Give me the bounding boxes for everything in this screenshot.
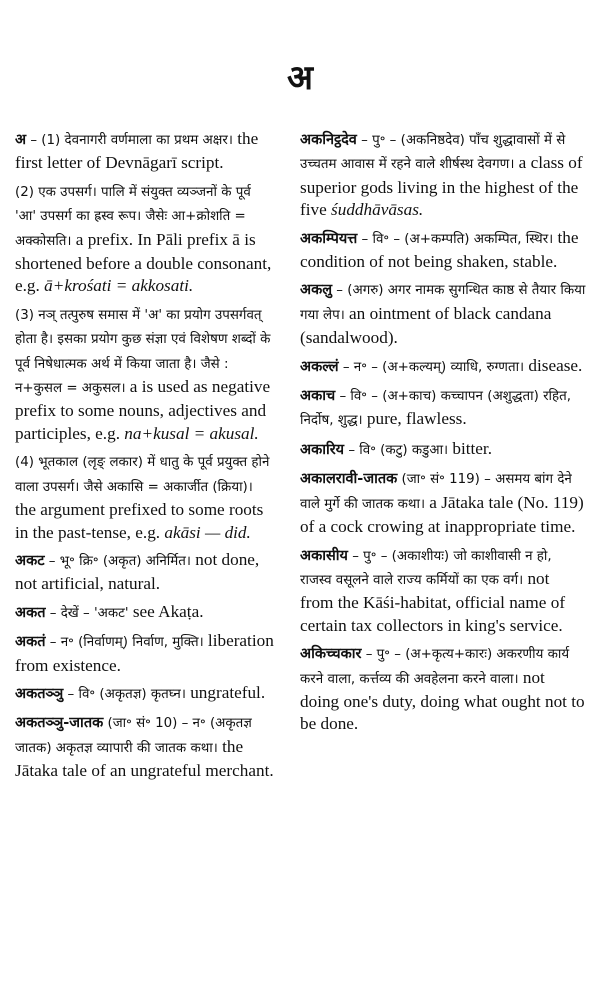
english-definition: disease. [528,355,583,375]
hindi-definition: – (1) देवनागरी वर्णमाला का प्रथम अक्षर। [26,133,238,148]
english-definition: a Jātaka tale (No. 119) of a cock crowing at inappropriate time. [300,492,584,537]
headword: अ [15,132,27,148]
headword: अकतं [15,634,46,651]
headword: अकतञ्ञु-जातक [15,715,104,732]
left-column [15,128,275,788]
english-definition: liberation from existence. [15,631,274,675]
english-definition: the condition of not being shaken, stable. [300,227,579,272]
hindi-definition: (जा॰ सं॰ 10) – न॰ (अकृतज्ञ जातक) अकृतज्ञ व्यापारी की जातक कथा। [15,716,252,756]
headword: अकासीय [300,547,348,564]
headword: अकतञ्ञु [15,685,64,702]
dictionary-entry [300,544,587,638]
page-heading: अ [287,58,313,98]
dictionary-subentry [15,180,275,298]
dictionary-entry [15,711,275,782]
english-definition: see Akaṭa. [132,601,204,621]
hindi-definition: – देखें – 'अकट' [45,605,133,621]
headword: अकाच [300,388,336,405]
example: akāsi — did. [164,522,251,542]
hindi-definition: – (अगरु) अगर नामक सुगन्धित काष्ठ से तैयार किया गया लेप। [300,283,586,323]
english-definition: the Jātaka tale of an ungrateful merchant. [15,736,274,781]
headword: अकट [15,552,45,569]
right-column [300,128,587,741]
english-definition: a is used as negative prefix to some nouns, adjectives and participles, e.g. [15,377,271,443]
dictionary-entry [300,128,587,222]
dictionary-entry [300,227,587,274]
headword: अकनिट्ठदेव [300,132,357,148]
headword: अकल्लं [300,358,339,375]
headword: अकालरावी-जातक [300,471,398,488]
hindi-definition: – भू॰ क्रि॰ (अकृत) अनिर्मित। [44,553,196,569]
dictionary-entry [15,128,275,175]
hindi-definition: – पु॰ – (अ+कृत्य+कारः) अकरणीय कार्य करने वाला, कर्त्तव्य की अवहेलना करने वाला। [300,647,570,687]
dictionary-entry [300,642,587,736]
english-definition: not from the Kāśi-habitat, official name of certain tax collectors in king's service. [300,568,566,635]
hindi-definition: – पु॰ – (अकनिष्ठदेव) पाँच शुद्धावासों में से उच्चतम आवास में रहने वाले शीर्षस्थ देवगण। [300,133,566,173]
dictionary-entry [300,278,587,349]
headword: अकम्पियत्त [300,230,358,247]
dictionary-entry [15,682,275,706]
hindi-definition: – वि॰ (अकृतज्ञ) कृतघ्न। [63,686,191,702]
dictionary-entry [300,355,587,379]
hindi-definition: (2) एक उपसर्ग। पालि में संयुक्त व्यञ्जनों के पूर्व 'आ' उपसर्ग का ह्रस्व रूप। जैसेः आ+क्रोशति = अक्कोसति। [15,184,251,249]
headword: अकलु [300,282,333,299]
english-definition: a class of superior gods living in the highest of the five [300,153,583,220]
english-definition: pure, flawless. [366,409,467,429]
dictionary-entry [300,467,587,538]
english-definition: ungrateful. [190,682,266,702]
dictionary-entry [300,438,587,462]
dictionary-entry [15,601,275,625]
headword: अकिच्चकार [300,646,362,663]
hindi-definition: (जा॰ सं॰ 119) – असमय बांग देने वाले मुर्गे की जातक कथा। [300,472,572,512]
dictionary-entry [300,384,587,433]
hindi-definition: – न॰ – (अ+कल्यम्) व्याधि, रुग्णता। [338,359,529,375]
english-definition: the first letter of Devnāgarī script. [15,129,259,173]
example: ā+krośati = akkosati. [44,276,194,296]
dictionary-entry [15,549,275,596]
hindi-definition: – वि॰ – (अ+काच) कच्चापन (अशुद्धता) रहित, निर्दोष, शुद्ध। [300,389,572,429]
headword: अकत [15,604,46,621]
english-definition: bitter. [452,438,492,458]
english-definition: not doing one's duty, doing what ought not to be done. [300,667,585,734]
headword: अकारिय [300,441,345,458]
english-definition: the argument prefixed to some roots in the past-tense, e.g. [15,500,264,542]
english-definition: an ointment of black candana (sandalwood). [300,303,552,348]
hindi-definition: – न॰ (निर्वाणम्) निर्वाण, मुक्ति। [45,635,208,651]
dictionary-subentry [15,450,275,544]
example: na+kusal = akusal. [124,423,259,443]
hindi-definition: (4) भूतकाल (लृङ् लकार) में धातु के पूर्व प्रयुक्त होने वाला उपसर्ग। जैसे अकासि = अकार्जीत (क्रिया)। [15,455,270,495]
dictionary-subentry [15,303,275,445]
hindi-definition: – वि॰ – (अ+कम्पति) अकम्पित, स्थिर। [357,231,558,247]
english-definition: a prefix. In Pāli prefix ā is shortened before a double consonant, e.g. [15,229,272,296]
english-definition: not done, not artificial, natural. [15,549,260,594]
hindi-definition: – पु॰ – (अकाशीयः) जो काशीवासी न हो, राजस्व वसूलने वाले राज्य कर्मियों का एक वर्ग। [300,548,552,588]
hindi-definition: – वि॰ (कटु) कडुआ। [344,442,453,458]
hindi-definition: (3) नञ् तत्पुरुष समास में 'अ' का प्रयोग उपसर्गवत् होता है। इसका प्रयोग कुछ संज्ञा एवं विशेषण शब्दों के पूर्व निषेधात्मक अर्थ में किया जाता है। जैसे : न+कुसल = अकुसल। [15,307,271,397]
example: śuddhāvāsas. [331,200,424,220]
dictionary-entry [15,630,275,677]
